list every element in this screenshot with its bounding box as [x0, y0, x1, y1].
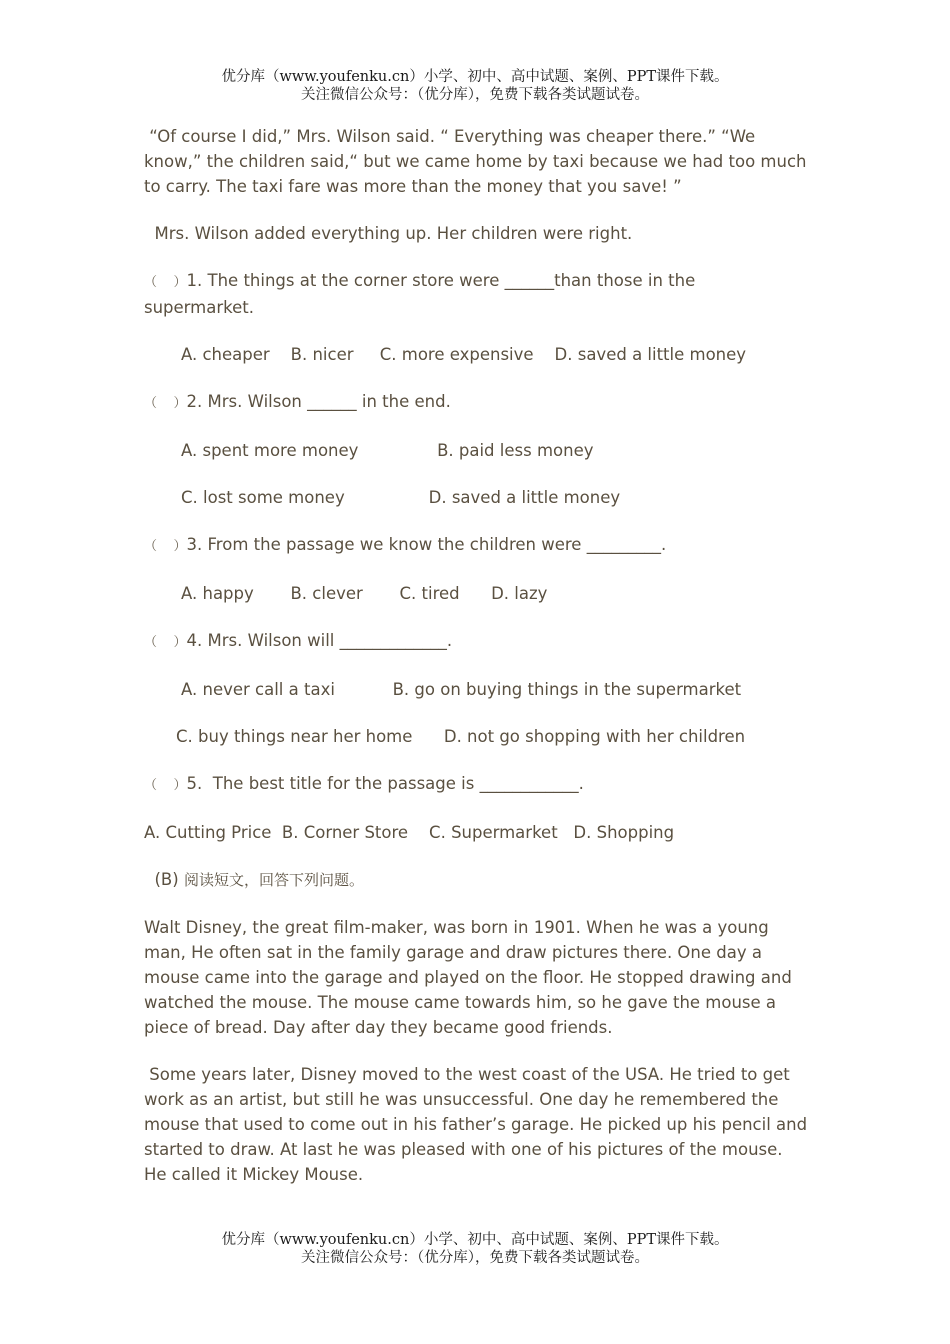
question-2-options-row-2: C. lost some money D. saved a little money	[181, 488, 621, 507]
passage-a-paragraph-2: Mrs. Wilson added everything up. Her children were right.	[144, 224, 633, 243]
question-5-options: A. Cutting Price B. Corner Store C. Supermarket D. Shopping	[144, 823, 675, 842]
section-b-label: (B)	[144, 870, 184, 889]
passage-b-paragraph-1: Walt Disney, the great film-maker, was born in 1901. When he was a young man, He often sat in the family garage and draw pictures there. One day a mouse came into the garage and played on the floor. He stopped drawing and watched the mouse. The mouse came towards him, so he gave the mouse a piece of bread. Day after day they became good friends.	[144, 918, 798, 1037]
question-4-options-row-1: A. never call a taxi B. go on buying things in the supermarket	[181, 680, 742, 699]
question-text: 1. The things at the corner store were ______than those in the supermarket.	[144, 271, 701, 317]
question-3-options: A. happy B. clever C. tired D. lazy	[181, 584, 548, 603]
answer-parenthesis: （ ）	[144, 778, 187, 793]
question-1-options: A. cheaper B. nicer C. more expensive D. saved a little money	[181, 345, 747, 364]
footer-line-2: 关注微信公众号：（优分库），免费下载各类试题试卷。	[301, 1250, 649, 1266]
answer-parenthesis: （ ）	[144, 396, 187, 411]
section-b-instruction: 阅读短文，回答下列问题。	[183, 871, 364, 889]
header-line-1: 优分库（www.youfenku.cn）小学、初中、高中试题、案例、PPT课件下载。	[221, 69, 729, 85]
page-footer	[0, 1231, 950, 1267]
answer-parenthesis: （ ）	[144, 539, 187, 554]
passage-a-paragraph-1: “Of course I did,” Mrs. Wilson said. “ Everything was cheaper there.” “We know,” the children said,“ but we came home by taxi because we had too much to carry. The taxi fare was more than the money that you save! ”	[144, 127, 812, 196]
question-4-stem	[144, 628, 809, 655]
question-text: 4. Mrs. Wilson will _____________.	[186, 631, 453, 650]
question-5-stem	[144, 771, 809, 798]
question-2-stem	[144, 389, 809, 416]
question-text: 3. From the passage we know the children were _________.	[186, 535, 667, 554]
question-text: 5. The best title for the passage is ____________.	[186, 774, 584, 793]
question-text: 2. Mrs. Wilson ______ in the end.	[186, 392, 451, 411]
header-line-2: 关注微信公众号：（优分库），免费下载各类试题试卷。	[301, 87, 649, 103]
section-b-heading	[144, 867, 809, 893]
question-1-stem	[144, 268, 809, 320]
answer-parenthesis: （ ）	[144, 275, 187, 290]
passage-b-paragraph-2: Some years later, Disney moved to the west coast of the USA. He tried to get work as an artist, but still he was unsuccessful. One day he remembered the mouse that used to come out in his father’s garage. He picked up his pencil and started to draw. At last he was pleased with one of his pictures of the mouse. He called it Mickey Mouse.	[144, 1065, 813, 1184]
question-4-options-row-2: C. buy things near her home D. not go shopping with her children	[176, 727, 746, 746]
page-header	[0, 68, 950, 104]
question-2-options-row-1: A. spent more money B. paid less money	[181, 441, 594, 460]
question-3-stem	[144, 532, 809, 559]
footer-line-1: 优分库（www.youfenku.cn）小学、初中、高中试题、案例、PPT课件下载。	[221, 1232, 729, 1248]
answer-parenthesis: （ ）	[144, 635, 187, 650]
document-body	[144, 124, 813, 1209]
